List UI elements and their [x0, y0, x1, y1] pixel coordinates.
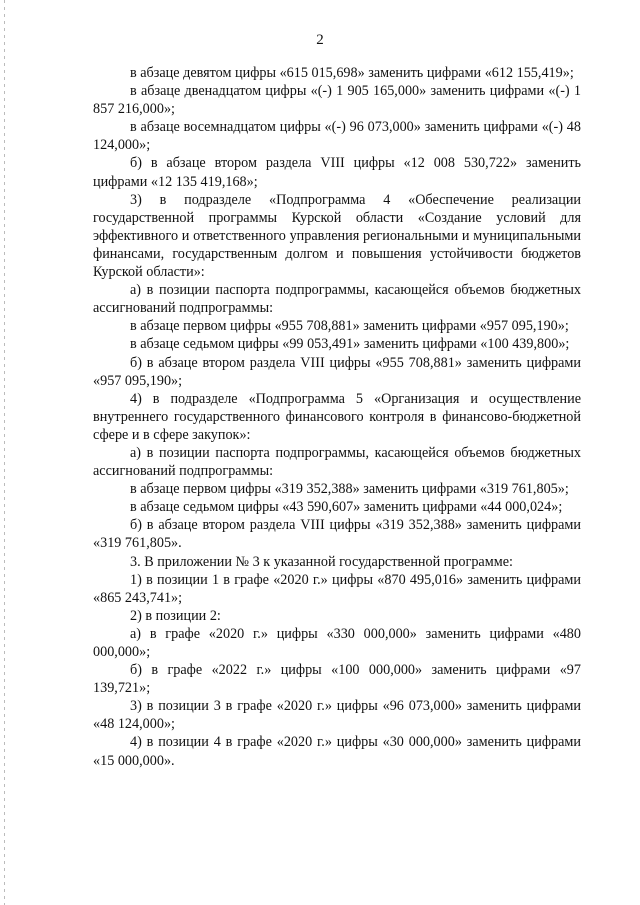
- paragraph: 3. В приложении № 3 к указанной государственной программе:: [130, 553, 513, 570]
- paragraph: в абзаце восемнадцатом цифры «(-) 96 073,000» заменить цифрами «(-) 48 124,000»;: [93, 119, 581, 154]
- paragraph: а) в позиции паспорта подпрограммы, касающейся объемов бюджетных ассигнований подпрограммы:: [93, 444, 581, 480]
- paragraph: в абзаце первом цифры «955 708,881» заменить цифрами «957 095,190»;: [130, 318, 569, 335]
- paragraph: а) в графе «2020 г.» цифры «330 000,000» заменить цифрами «480 000,000»;: [93, 625, 581, 660]
- paragraph: б) в абзаце втором раздела VIII цифры «319 352,388» заменить цифрами «319 761,805».: [93, 517, 581, 552]
- paragraph: б) в графе «2022 г.» цифры «100 000,000» заменить цифрами «97 139,721»;: [93, 662, 581, 697]
- document-body: [93, 64, 581, 770]
- paragraph: в абзаце седьмом цифры «99 053,491» заменить цифрами «100 439,800»;: [130, 336, 570, 353]
- paragraph: 4) в позиции 4 в графе «2020 г.» цифры «30 000,000» заменить цифрами «15 000,000».: [93, 734, 581, 769]
- paragraph: б) в абзаце втором раздела VIII цифры «12 008 530,722» заменить цифрами «12 135 419,168»;: [93, 155, 581, 190]
- paragraph: в абзаце девятом цифры «615 015,698» заменить цифрами «612 155,419»;: [130, 65, 574, 81]
- paragraph: б) в абзаце втором раздела VIII цифры «955 708,881» заменить цифрами «957 095,190»;: [93, 354, 581, 389]
- paragraph: в абзаце седьмом цифры «43 590,607» заменить цифрами «44 000,024»;: [130, 499, 563, 516]
- paragraph: 3) в позиции 3 в графе «2020 г.» цифры «96 073,000» заменить цифрами «48 124,000»;: [93, 698, 581, 733]
- paragraph: а) в позиции паспорта подпрограммы, касающейся объемов бюджетных ассигнований подпрограммы:: [93, 282, 581, 317]
- paragraph: в абзаце первом цифры «319 352,388» заменить цифрами «319 761,805»;: [130, 481, 569, 498]
- paragraph: 1) в позиции 1 в графе «2020 г.» цифры «870 495,016» заменить цифрами «865 243,741»;: [93, 571, 581, 606]
- paragraph: 3) в подразделе «Подпрограмма 4 «Обеспечение реализации государственной программы Курской области «Создание условий для эффективного и ответственного управления региональными и муниципальными финансами, государственным долгом и повышения устойчивости бюджетов Курской области»:: [93, 191, 581, 281]
- page-number: 2: [316, 32, 324, 48]
- paragraph: в абзаце двенадцатом цифры «(-) 1 905 165,000» заменить цифрами «(-) 1 857 216,000»;: [93, 83, 581, 118]
- paragraph: 2) в позиции 2:: [130, 607, 221, 624]
- paragraph: 4) в подразделе «Подпрограмма 5 «Организация и осуществление внутреннего государственного финансового контроля в финансово-бюджетной сфере и в сфере закупок»:: [93, 390, 581, 443]
- scan-margin-line: [4, 0, 5, 905]
